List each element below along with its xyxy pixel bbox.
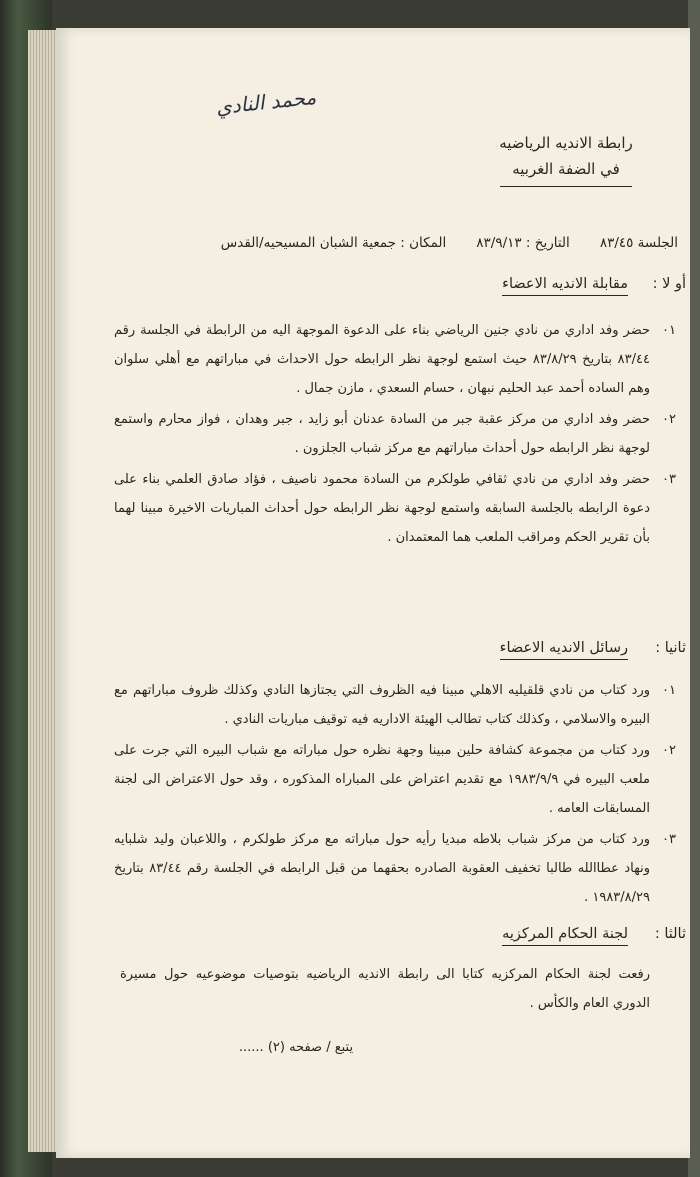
section-number: ثالثا : — [654, 926, 686, 942]
item-text: ورد كتاب من مركز شباب بلاطه مبديا رأيه حول مباراته مع مركز طولكرم ، واللاعبان وليد شلبايه ونهاد عطاالله طالبا تخفيف العقوبة الصادره بحقهما من قبل الرابطه في الجلسة رقم ٨٣/٤٤ بتاريخ ١٩٨٣/٨/٢٩ . — [114, 832, 650, 905]
section-items — [114, 676, 676, 912]
section-heading — [66, 276, 686, 296]
list-item — [114, 736, 676, 823]
list-item — [114, 465, 676, 552]
section-number: ثانيا : — [655, 640, 686, 656]
item-number: ٠١ — [662, 323, 676, 338]
list-item — [114, 316, 676, 403]
handwritten-signature: محمد النادي — [214, 84, 318, 120]
document-content — [56, 28, 690, 1158]
session-meta — [68, 235, 678, 251]
continuation-note: يتبع / صفحه (٢) ...... — [238, 1040, 354, 1055]
section-heading — [66, 926, 686, 946]
section-heading — [66, 640, 686, 660]
session-date: التاريخ : ٨٣/٩/١٣ — [476, 235, 570, 251]
item-number: ٠٢ — [662, 743, 676, 758]
item-text: حضر وفد اداري من مركز عقبة جبر من السادة عدنان أبو زايد ، جبر وهدان ، فواز محارم واستمع لوجهة نظر الرابطه حول أحداث مباراتهم مع مركز شباب الجلزون . — [114, 412, 650, 456]
section-number: أو لا : — [652, 276, 686, 292]
item-text: حضر وفد اداري من نادي ثقافي طولكرم من السادة محمود ناصيف ، فؤاد صادق العلمي بناء على دعوة الرابطه بالجلسة السابقه واستمع لوجهة نظر الرابطه حول أحداث المباريات الاخيرة مبينا لهما بأن تقرير الحكم ومراقب الملعب هما المعتمدان . — [114, 472, 650, 545]
session-place: المكان : جمعية الشبان المسيحيه/القدس — [220, 235, 447, 251]
section-paragraph: رفعت لجنة الحكام المركزيه كتابا الى رابطة الانديه الرياضيه بتوصيات موضوعيه حول مسيرة الدوري العام والكأس . — [120, 967, 650, 1011]
page-edges — [28, 30, 58, 1152]
section-title: مقابلة الانديه الاعضاء — [502, 276, 628, 296]
item-number: ٠٢ — [662, 412, 676, 427]
document-page — [56, 28, 690, 1158]
item-number: ٠٣ — [662, 472, 676, 487]
item-text: ورد كتاب من نادي قلقيليه الاهلي مبينا فيه الظروف التي يجتازها النادي وكذلك ظروف مباراتهم مع البيره والاسلامي ، وكذلك كتاب تطالب الهيئة الاداريه فيه توقيف مباريات النادي . — [114, 683, 650, 727]
org-name: رابطة الانديه الرياضيه — [499, 134, 633, 152]
org-region: في الضفة الغربيه — [500, 156, 632, 187]
item-number: ٠١ — [662, 683, 676, 698]
item-number: ٠٣ — [662, 832, 676, 847]
session-number: الجلسة ٨٣/٤٥ — [599, 235, 678, 251]
list-item — [114, 825, 676, 912]
section-title: لجنة الحكام المركزيه — [502, 926, 628, 946]
section-title: رسائل الانديه الاعضاء — [500, 640, 628, 660]
list-item — [114, 405, 676, 463]
list-item — [114, 676, 676, 734]
item-text: حضر وفد اداري من نادي جنين الرياضي بناء على الدعوة الموجهة اليه من الرابطة في الجلسة رقم ٨٣/٤٤ بتاريخ ٨٣/٨/٢٩ حيث استمع لوجهة نظر الرابطه حول الاحداث في مباراتهم مع أهلي سلوان وهم الساده أحمد عبد الحليم نبهان ، حسام السعدي ، مازن جمال . — [114, 323, 650, 396]
item-text: ورد كتاب من مجموعة كشافة حلين مبينا وجهة نظره حول مباراته مع شباب البيره التي جرت على ملعب البيره في ١٩٨٣/٩/٩ مع تقديم اعتراض على المباراه المذكوره ، وقد حول الاعتراض الى لجنة المسابقات العامه . — [114, 743, 650, 816]
section-items — [114, 316, 676, 552]
organization-header — [456, 130, 676, 187]
